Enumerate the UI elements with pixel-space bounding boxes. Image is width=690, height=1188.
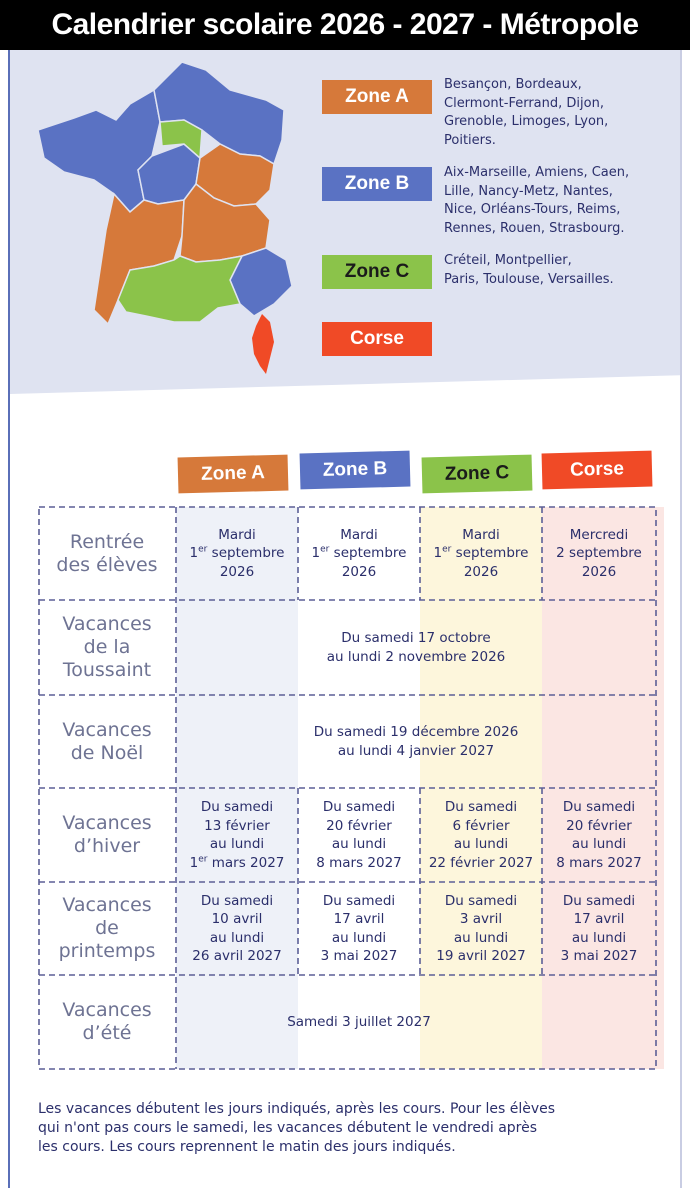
cell-ete-all-zones: Samedi 3 juillet 2027	[287, 1013, 431, 1030]
cell-hiver-zone-a: Du samedi 13 février au lundi 1er mars 2027	[189, 799, 285, 871]
cell-rentree-zone-c: Mardi 1er septembre 2026	[433, 526, 529, 580]
cell-toussaint-all-zones: Du samedi 17 octobre au lundi 2 novembre 2026	[326, 630, 506, 665]
cell-hiver-zone-b: Du samedi 20 février au lundi 8 mars 2027	[316, 799, 402, 871]
cell-hiver-corse: Du samedi 20 février au lundi 8 mars 2027	[556, 799, 642, 871]
legend-cities-zone-a: Besançon, Bordeaux, Clermont-Ferrand, Dijon, Grenoble, Limoges, Lyon, Poitiers.	[444, 77, 609, 148]
row-label-noel: Vacances de Noël	[62, 718, 152, 764]
cell-printemps-zone-c: Du samedi 3 avril au lundi 19 avril 2027	[436, 892, 526, 964]
legend-badge-zone-c: Zone C	[322, 255, 432, 289]
column-header-zone-b: Zone B	[300, 451, 411, 490]
legend-badge-zone-b: Zone B	[322, 167, 432, 201]
column-header-zone-c: Zone C	[422, 455, 533, 494]
legend-cities-zone-c: Créteil, Montpellier, Paris, Toulouse, Versailles.	[444, 253, 614, 287]
row-label-rentree: Rentrée des élèves	[56, 530, 158, 576]
cell-rentree-corse: Mercredi 2 septembre 2026	[556, 526, 642, 580]
cell-printemps-zone-a: Du samedi 10 avril au lundi 26 avril 2027	[192, 892, 282, 964]
row-label-toussaint: Vacances de la Toussaint	[62, 613, 152, 681]
legend-cities-zone-b: Aix-Marseille, Amiens, Caen, Lille, Nancy-Metz, Nantes, Nice, Orléans-Tours, Reims, Rennes, Rouen, Strasbourg.	[444, 165, 630, 236]
row-label-hiver: Vacances d’hiver	[62, 812, 152, 857]
column-header-zone-a: Zone A	[178, 455, 289, 494]
legend-badge-corse: Corse	[322, 322, 432, 356]
cell-rentree-zone-a: Mardi 1er septembre 2026	[189, 526, 285, 580]
footnote: Les vacances débutent les jours indiqués, après les cours. Pour les élèves qui n'ont pas cours le samedi, les vacances débutent le vendredi après les cours. Les cours reprennent le matin des jours indiqués.	[38, 1101, 556, 1155]
row-label-printemps: Vacances de printemps	[58, 894, 156, 962]
cell-hiver-zone-c: Du samedi 6 février au lundi 22 février 2027	[428, 799, 534, 871]
column-header-corse: Corse	[542, 451, 653, 490]
page-title: Calendrier scolaire 2026 - 2027 - Métropole	[0, 0, 690, 50]
legend-badge-zone-a: Zone A	[322, 80, 432, 114]
row-label-ete: Vacances d’été	[62, 999, 152, 1044]
cell-printemps-corse: Du samedi 17 avril au lundi 3 mai 2027	[560, 892, 638, 964]
cell-rentree-zone-b: Mardi 1er septembre 2026	[311, 526, 407, 580]
cell-noel-all-zones: Du samedi 19 décembre 2026 au lundi 4 janvier 2027	[313, 724, 519, 759]
cell-printemps-zone-b: Du samedi 17 avril au lundi 3 mai 2027	[320, 892, 398, 964]
